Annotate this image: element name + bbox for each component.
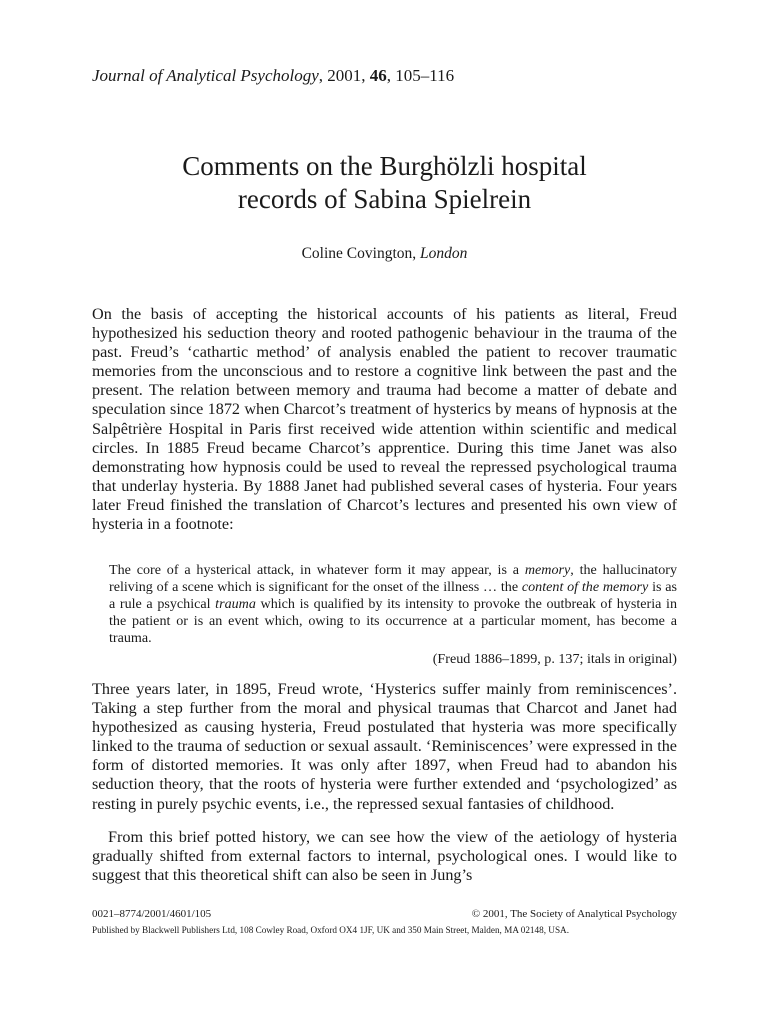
journal-name: Journal of Analytical Psychology <box>92 66 319 85</box>
author-byline <box>92 245 677 263</box>
article-title <box>92 150 677 216</box>
journal-year: , 2001, <box>318 66 370 85</box>
quote-emphasis-trauma: trauma <box>215 595 256 612</box>
body-paragraph-3: From this brief potted history, we can see how the view of the aetiology of hysteria gradually shifted from external factors to internal, psychological ones. I would like to suggest that this theoretical shift can also be seen in Jung’s <box>92 828 677 885</box>
quote-text-4: which is qualified by its intensity to provoke the outbreak of hysteria in the patient or is an event which, owing to its occurrence at a particular moment, has become a trauma. <box>109 595 677 646</box>
quote-emphasis-memory: memory <box>524 562 571 578</box>
article-title-line1: Comments on the Burghölzli hospital <box>182 151 587 181</box>
journal-pages: , 105–116 <box>386 66 455 85</box>
article-title-line2: records of Sabina Spielrein <box>237 184 532 214</box>
quote-citation: (Freud 1886–1899, p. 137; itals in original) <box>432 651 677 667</box>
block-quote <box>109 562 677 647</box>
quote-text-2: , the hallucinatory reliving of a scene which is significant for the onset of the illness … the <box>109 562 677 595</box>
author-name: Coline Covington, <box>301 245 421 262</box>
quote-text-1: The core of a hysterical attack, in whatever form it may appear, is a <box>109 562 525 578</box>
quote-text-3: is as a rule a psychical <box>109 578 677 612</box>
journal-volume: 46 <box>369 66 387 85</box>
author-location: London <box>420 245 468 262</box>
footer-issn: 0021–8774/2001/4601/105 <box>92 908 212 920</box>
footer-publisher: Published by Blackwell Publishers Ltd, 108 Cowley Road, Oxford OX4 1JF, UK and 350 Main Street, Malden, MA 02148, USA. <box>92 925 569 935</box>
body-paragraph-2: Three years later, in 1895, Freud wrote, ‘Hysterics suffer mainly from reminiscences’. Taking a step further from the moral and physical traumas that Charcot and Janet had hypothesized as causing hysteria, Freud postulated that hysteria was more specifically linked to the trauma of seduction or sexual assault. ‘Reminiscences’ were expressed in the form of distorted memories. It was only after 1897, when Freud had to abandon his seduction theory, that the roots of hysteria were further extended and ‘psychologized’ as resting in purely psychic events, i.e., the repressed sexual fantasies of childhood. <box>92 680 677 813</box>
footer-copyright: © 2001, The Society of Analytical Psychology <box>471 908 677 920</box>
body-paragraph-1: On the basis of accepting the historical accounts of his patients as literal, Freud hypothesized his seduction theory and rooted pathogenic behaviour in the trauma of the past. Freud’s ‘cathartic method’ of analysis enabled the patient to recover traumatic memories from the unconscious and to restore a cognitive link between the past and the present. The relation between memory and trauma had become a matter of debate and speculation since 1872 when Charcot’s treatment of hysterics by means of hypnosis at the Salpêtrière Hospital in Paris first received wide attention within scientific and medical circles. In 1885 Freud became Charcot’s apprentice. During this time Janet was also demonstrating how hypnosis could be used to reveal the repressed psychological trauma that underlay hysteria. By 1888 Janet had published several cases of hysteria. Four years later Freud finished the translation of Charcot’s lectures and presented his own view of hysteria in a footnote: <box>92 305 677 534</box>
journal-reference <box>92 66 454 86</box>
quote-emphasis-content: content of the memory <box>521 578 649 595</box>
